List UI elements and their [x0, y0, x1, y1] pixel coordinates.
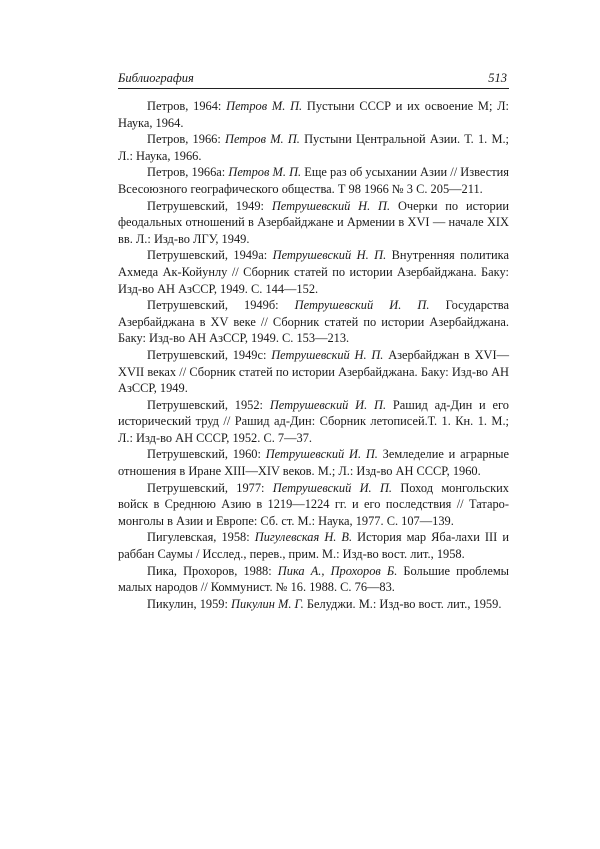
entry-author: Пика А., Прохоров Б.	[277, 563, 398, 578]
entry-author: Петрушевский И. П.	[265, 447, 378, 462]
entry-text: Поход монгольских войск в Среднюю Азию в 1219—1224 гг. и его последствия // Татаро-монголы в Азии и Европе: Сб. ст. М.: Наука, 1977. С. 107—139.	[118, 480, 509, 528]
bibliography-entry	[118, 297, 509, 347]
entry-key: Петрушевский, 1949с:	[147, 347, 272, 362]
bibliography-list	[118, 98, 509, 612]
bibliography-entry	[118, 198, 509, 248]
entry-key: Петров, 1966а:	[147, 165, 229, 180]
entry-key: Петрушевский, 1949б:	[147, 298, 295, 313]
running-header	[118, 71, 509, 89]
bibliography-entry	[118, 596, 509, 613]
entry-author: Петрушевский Н. П.	[272, 248, 387, 263]
entry-text: Большие проблемы малых народов // Коммунист. № 16. 1988. С. 76—83.	[118, 563, 510, 595]
bibliography-entry	[118, 480, 509, 530]
entry-author: Петрушевский Н. П.	[271, 198, 391, 213]
entry-author: Петрушевский И. П.	[294, 298, 430, 313]
bibliography-entry	[118, 164, 509, 197]
entry-key: Петрушевский, 1949:	[147, 198, 272, 213]
entry-key: Петрушевский, 1960:	[147, 447, 266, 462]
entry-text: Еще раз об усыхании Азии // Известия Всесоюзного географического общества. Т 98 1966 № 3 С. 205—211.	[118, 165, 509, 196]
bibliography-entry	[118, 247, 509, 297]
entry-author: Пикулин М. Г.	[231, 596, 304, 611]
entry-text: Внутренняя политика Ахмеда Ак-Койунлу // Сборник статей по истории Азербайджана. Баку: Изд-во АН АзССР, 1949. С. 144—152.	[118, 248, 510, 296]
bibliography-entry	[118, 131, 509, 164]
entry-key: Пигулевская, 1958:	[147, 530, 255, 545]
entry-key: Петрушевский, 1977:	[147, 480, 273, 495]
entry-text: Рашид ад-Дин и его исторический труд // Рашид ад-Дин: Сборник летописей.Т. 1. Кн. 1. М.; Л.: Изд-во АН СССР, 1952. С. 7—37.	[118, 397, 509, 445]
entry-key: Петров, 1966:	[147, 132, 225, 147]
entry-key: Петрушевский, 1952:	[147, 397, 270, 412]
entry-author: Петров М. П.	[225, 132, 300, 147]
entry-text: История мар Яба-лахи III и раббан Саумы / Исслед., перев., прим. М.: Изд-во вост. лит., 1958.	[118, 530, 509, 562]
entry-author: Петров М. П.	[228, 165, 302, 180]
section-title: Библиография	[118, 71, 194, 85]
page-number: 513	[488, 71, 507, 85]
entry-text: Азербайджан в XVI—XVII веках // Сборник статей по истории Азербайджана. Баку: Изд-во АН АзССР, 1949.	[118, 347, 510, 396]
entry-author: Петров М. П.	[226, 99, 303, 113]
entry-text: Земледелие и аграрные отношения в Иране XIII—XIV веков. М.; Л.: Изд-во АН СССР, 1960.	[118, 447, 509, 479]
entry-key: Петров, 1964:	[147, 99, 227, 113]
entry-key: Петрушевский, 1949а:	[147, 248, 273, 263]
bibliography-entry	[118, 347, 509, 397]
entry-author: Петрушевский И. П.	[269, 397, 387, 412]
entry-author: Пигулевская Н. В.	[254, 530, 353, 545]
entry-text: Белуджи. М.: Изд-во вост. лит., 1959.	[303, 596, 502, 611]
entry-text: Государства Азербайджана в XV веке // Сборник статей по истории Азербайджана. Баку: Изд-во АН АзССР, 1949. С. 153—213.	[118, 298, 509, 346]
entry-key: Пика, Прохоров, 1988:	[147, 563, 278, 578]
entry-author: Петрушевский Н. П.	[271, 347, 384, 362]
bibliography-entry	[118, 529, 509, 562]
entry-author: Петрушевский И. П.	[272, 480, 393, 495]
entry-text: Пустыни СССР и их освоение М; Л: Наука, 1964.	[118, 99, 509, 130]
bibliography-entry	[118, 397, 509, 447]
bibliography-entry	[118, 98, 509, 131]
entry-text: Очерки по истории феодальных отношений в Азербайджане и Армении в XVI — начале XIX вв. Л.: Изд-во ЛГУ, 1949.	[118, 198, 509, 246]
entry-key: Пикулин, 1959:	[147, 596, 232, 611]
bibliography-entry	[118, 446, 509, 479]
bibliography-entry	[118, 563, 509, 596]
entry-text: Пустыни Центральной Азии. Т. 1. М.; Л.: Наука, 1966.	[118, 132, 509, 163]
